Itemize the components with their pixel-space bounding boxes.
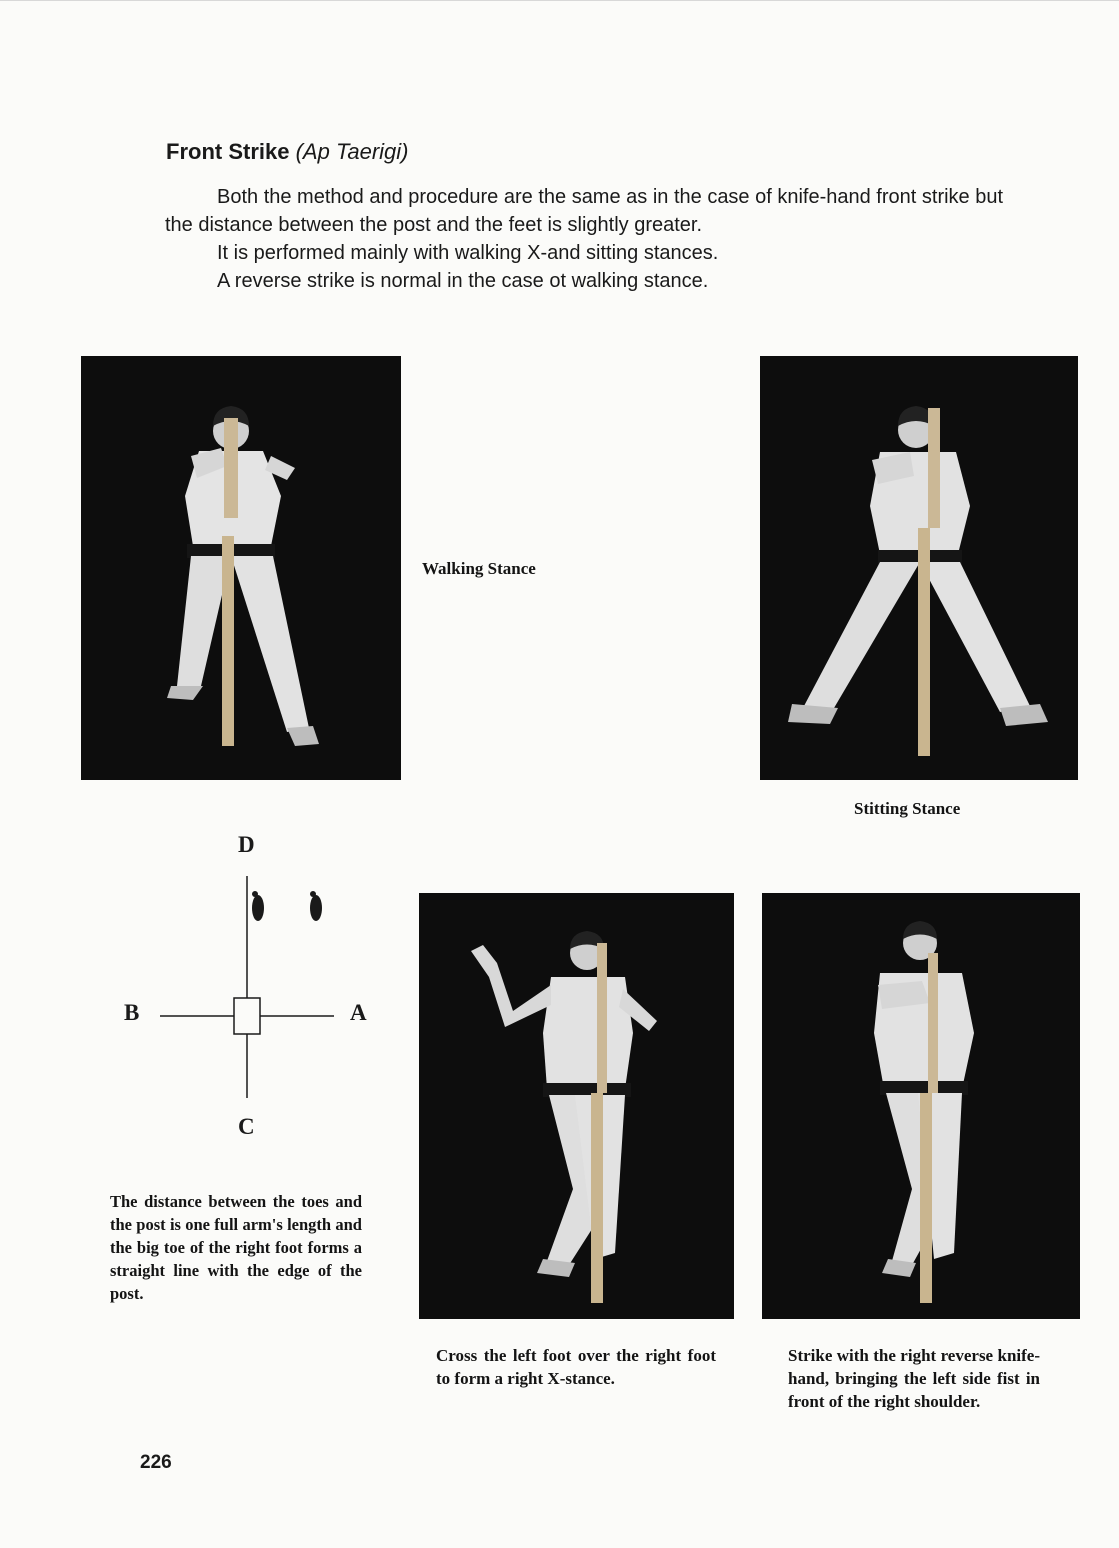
figure-sitting-stance <box>760 356 1078 780</box>
foot-position-diagram <box>120 828 390 1158</box>
figure-x-stance <box>419 893 734 1319</box>
diagram-lines <box>120 828 390 1158</box>
section-subtitle: (Ap Taerigi) <box>295 139 409 164</box>
section-title: Front Strike <box>166 139 290 164</box>
diagram-label-a: A <box>350 1000 367 1025</box>
page-top-rule <box>0 0 1119 7</box>
intro-paragraph-2: It is performed mainly with walking X-and sitting stances. <box>217 242 719 264</box>
intro-paragraph-1: Both the method and procedure are the same as in the case of knife-hand front strike but the distance between the post and the feet is slightly greater. <box>165 186 1004 236</box>
page-number: 226 <box>140 1452 172 1473</box>
photo-reverse-strike <box>762 893 1080 1319</box>
right-foot-icon <box>310 891 322 921</box>
caption-diagram-note: The distance between the toes and the post is one full arm's length and the big toe of the right foot forms a straight line with the edge of the post. <box>110 1192 362 1303</box>
diagram-label-d: D <box>238 832 255 857</box>
caption-sitting-stance: Stitting Stance <box>854 799 961 818</box>
intro-paragraph-3: A reverse strike is normal in the case ot walking stance. <box>217 270 709 292</box>
section-heading <box>166 139 409 165</box>
diagram-label-c: C <box>238 1114 255 1139</box>
intro-text <box>165 183 1005 295</box>
caption-walking-stance: Walking Stance <box>422 559 536 578</box>
left-foot-icon <box>252 891 264 921</box>
photo-walking-stance <box>81 356 401 780</box>
caption-reverse-strike: Strike with the right reverse knife-hand, bringing the left side fist in front of the right shoulder. <box>788 1346 1040 1411</box>
diagram-label-b: B <box>124 1000 140 1025</box>
figure-walking-stance <box>81 356 401 780</box>
caption-x-stance: Cross the left foot over the right foot to form a right X-stance. <box>436 1346 716 1388</box>
figure-reverse-strike <box>762 893 1080 1319</box>
photo-x-stance <box>419 893 734 1319</box>
photo-sitting-stance <box>760 356 1078 780</box>
